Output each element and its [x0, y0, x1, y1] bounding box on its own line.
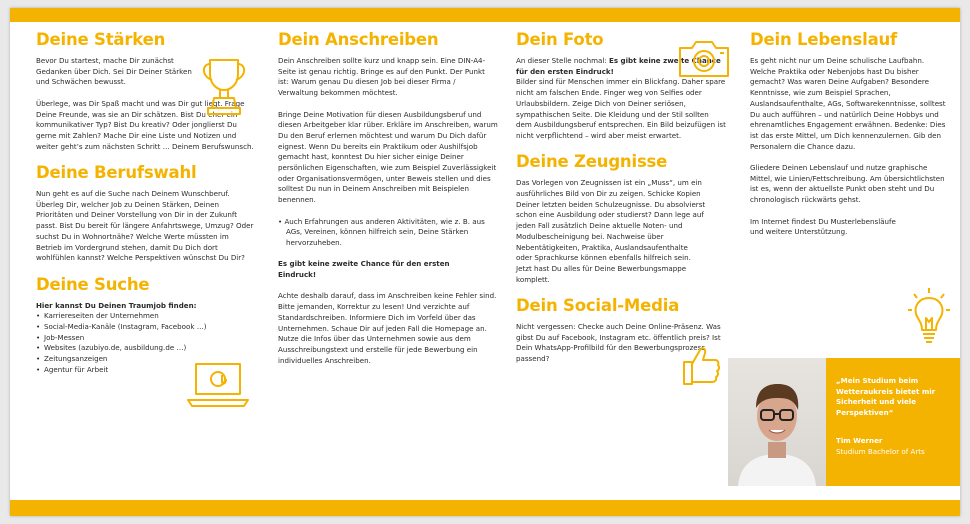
testimonial-photo	[728, 358, 826, 486]
top-accent-bar	[10, 8, 960, 22]
bottom-accent-bar	[10, 500, 960, 516]
lebenslauf-body: Es geht nicht nur um Deine schulische Laufbahn. Welche Praktika oder Nebenjobs hast Du bisher gemacht? Was waren Deine Aufgaben? Besondere Kenntnisse, wie zum Beispiel Sprachen, Auslandsaufenthalte, AGs, Softwarekenntnisse, solltest Du auch aufführen – und natürlich Deine Hobbys und ehrenamtliches Engagement erwähnen. Bedenke: Dies ist das erste Mittel, um Dich kennenzulernen. Gib den Personalern die Chance dazu.	[750, 56, 946, 151]
anschreiben-tips: Achte deshalb darauf, dass im Anschreiben keine Fehler sind. Bitte jemanden, Korrektur zu lesen! Und verzichte auf Standardschreiben. Informiere Dich im Vorfeld über das Unternehmen. Schaue Dir auf jeden Fall die Homepage an. Nutze die Infos über das Unternehmen sowie aus dem Ausschreibungstext und erstelle für jede Bewerbung ein individuelles Anschreiben.	[278, 291, 497, 365]
lightbulb-icon	[906, 286, 952, 348]
heading-anschreiben: Dein Anschreiben	[278, 30, 439, 49]
anschreiben-intro: Dein Anschreiben sollte kurz und knapp sein. Eine DIN-A4-Seite ist genau richtig. Bringe es auf den Punkt. Der Punkt ist: Warum genau Du diesen Job bei dieser Firma / Verwaltung bekommen möchtest.	[278, 56, 486, 98]
heading-berufswahl: Deine Berufswahl	[36, 163, 197, 182]
thumbs-up-icon	[680, 344, 722, 388]
heading-staerken: Deine Stärken	[36, 30, 166, 49]
lebenslauf-internet: Im Internet findest Du Musterlebensläufe und weitere Unterstützung.	[750, 216, 896, 237]
heading-zeugnisse: Deine Zeugnisse	[516, 152, 668, 172]
heading-lebenslauf: Dein Lebenslauf	[750, 30, 898, 49]
foto-body: Bilder sind für Menschen immer ein Blickfang. Daher spare nicht am falschen Ende. Finger weg von Selfies oder Urlaubsbildern. Zeige Dich von Deiner seriösen, sympathischen Seite. Die Kleidung und der Stil sollten dem Ausbildungsberuf entsprechen. Ein Bild beizufügen ist nicht verpflichtend – wird aber meist erwartet.	[516, 77, 726, 140]
testimonial-name: Tim Werner	[836, 436, 883, 445]
anschreiben-motivation: Bringe Deine Motivation für diesen Ausbildungsberuf und diesen Arbeitgeber klar rüber. Erkläre im Anschreiben, warum Du den Beruf erlernen möchtest und warum Du Dich dafür eignest. Wenn Du bereits ein Praktikum oder Aushilfsjob gemacht hast, konntest Du hier sicher einige Deiner persönlichen Eigenschaften, wie zum Beispiel Zuverlässigkeit oder Organisationsvermögen, unter Beweis stellen und dies solltest Du nun in Deinem Anschreiben mit Beispielen benennen.	[278, 109, 498, 205]
staerken-intro: Bevor Du startest, mache Dir zunächst Gedanken über Dich. Sei Dir Deiner Stärken und Schwächen bewusst.	[36, 56, 192, 87]
testimonial-role: Studium Bachelor of Arts	[836, 446, 925, 456]
camera-icon	[676, 36, 732, 82]
list-item: • Karriereseiten der Unternehmen	[36, 311, 256, 322]
testimonial-box	[728, 358, 960, 486]
trophy-icon	[198, 56, 250, 118]
heading-social-media: Dein Social-Media	[516, 296, 680, 316]
list-item: • Agentur für Arbeit	[36, 365, 256, 376]
list-item: • Social-Media-Kanäle (Instagram, Facebook …)	[36, 322, 256, 333]
laptop-icon	[186, 360, 250, 410]
social-body: Nicht vergessen: Checke auch Deine Online-Präsenz. Was gibst Du auf Facebook, Instagram etc. öffentlich preis? Ist Dein WhatsApp-Profilbild für den Bewerbungsprozess passend?	[516, 322, 721, 364]
testimonial-author	[836, 436, 925, 457]
staerken-body: Überlege, was Dir Spaß macht und was Dir gut liegt. Frage Deine Freunde, was sie an Dir schätzen. Bist Du eher ein kommunikativer Typ? Bist Du kreativ? Oder jonglierst Du gerne mit Zahlen? Mache Dir eine Liste und Notizen und weiter geht’s zum nächsten Schritt … Deinem Berufswunsch.	[36, 98, 254, 151]
list-item: • Job-Messen	[36, 333, 256, 344]
list-item: • Websites (azubiyo.de, ausbildung.de …)	[36, 343, 256, 354]
column-lebenslauf	[750, 30, 950, 249]
berufswahl-body: Nun geht es auf die Suche nach Deinem Wunschberuf. Überleg Dir, welcher Job zu Deinen Stärken, Deinen Prioritäten und Deiner Vorstellung von Dir in der Zukunft passt. Bist Du bereit für längere Anfahrtswege, Umzug? Oder suchst Du in Wohnortnähe? Welche Werte müssten im Betrieb im Vordergrund stehen, damit Du Dich dort wohlfühlen kannst? Welche Perspektiven wünschst Du Dir?	[36, 189, 254, 263]
lebenslauf-structure: Gliedere Deinen Lebenslauf und nutze graphische Mittel, wie Linien/Fettschreibung. Am übersichtlichsten ist es, wenn der aktuellste Punkt oben steht und Du chronologisch rückwärts gehst.	[750, 163, 945, 205]
heading-foto: Dein Foto	[516, 30, 604, 49]
zeugnisse-body: Das Vorlegen von Zeugnissen ist ein „Muss“, um ein ausführliches Bild von Dir zu zeigen. Schicke Kopien Deiner letzten beiden Schulzeugnisse. Du absolvierst schon eine Ausbildung oder studierst? Dann lege auf jeden Fall zusätzlich Deine aktuelle Noten- und Modulbescheinigung bei. Nachweise über Nebentätigkeiten, Praktika, Auslandsaufenthalte oder Sprachkurse können ebenfalls hilfreich sein. Jetzt hast Du alles für Deine Bewerbungsmappe komplett.	[516, 178, 706, 284]
anschreiben-bullet: • Auch Erfahrungen aus anderen Aktivitäten, wie z. B. aus AGs, Vereinen, können hilfreich sein, Deine Stärken hervorzuheben.	[278, 216, 485, 247]
suche-lead: Hier kannst Du Deinen Traumjob finden:	[36, 300, 197, 310]
heading-suche: Deine Suche	[36, 274, 150, 294]
list-item: • Zeitungsanzeigen	[36, 354, 256, 365]
foto-lead: An dieser Stelle nochmal: Es gibt keine zweite Chance für den ersten Eindruck!	[516, 56, 721, 76]
anschreiben-emphasis: Es gibt keine zweite Chance für den ersten Eindruck!	[278, 259, 450, 280]
column-anschreiben	[278, 30, 498, 377]
brochure-sheet	[10, 8, 960, 516]
testimonial-quote: „Mein Studium beim Wetteraukreis bietet mir Sicherheit und viele Perspektiven“	[836, 376, 936, 417]
